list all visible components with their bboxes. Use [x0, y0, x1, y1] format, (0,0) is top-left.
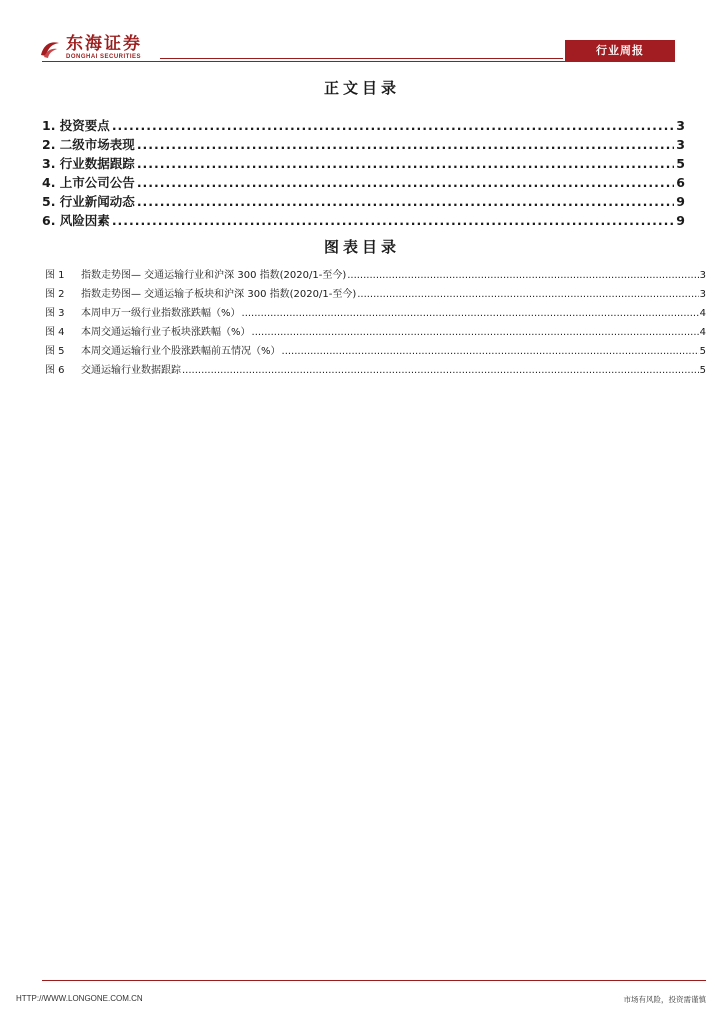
toc-item-label: 6. 风险因素	[42, 213, 110, 228]
figure-page: 5	[699, 365, 706, 376]
figures-title: 图表目录	[323, 238, 400, 256]
figure-label: 本周交通运输行业子板块涨跌幅（%）	[81, 327, 251, 338]
figure-item[interactable]	[45, 266, 706, 285]
figure-label: 指数走势图— 交通运输子板块和沪深 300 指数(2020/1-至今)	[81, 289, 357, 300]
toc-item-page: 6	[676, 175, 685, 190]
toc-item[interactable]	[42, 173, 685, 192]
footer-website-link[interactable]: HTTP://WWW.LONGONE.COM.CN	[16, 994, 143, 1003]
company-logo	[38, 36, 142, 61]
report-type-badge: 行业周报	[565, 40, 675, 62]
figures-list	[45, 266, 706, 380]
dot-leader	[137, 175, 674, 190]
figure-label: 指数走势图— 交通运输行业和沪深 300 指数(2020/1-至今)	[81, 270, 347, 281]
figure-number: 图 2	[45, 289, 65, 300]
figure-label: 本周交通运输行业个股涨跌幅前五情况（%）	[81, 346, 281, 357]
toc-item-label: 4. 上市公司公告	[42, 175, 135, 190]
figure-item[interactable]	[45, 323, 706, 342]
dot-leader	[137, 137, 674, 152]
dot-leader	[282, 346, 699, 357]
dot-leader	[357, 289, 698, 300]
dot-leader	[347, 270, 698, 281]
toc-item-page: 9	[676, 213, 685, 228]
toc-item-label: 1. 投资要点	[42, 118, 110, 133]
figure-page: 4	[699, 308, 706, 319]
dot-leader	[252, 327, 699, 338]
dot-leader	[137, 194, 674, 209]
dot-leader	[112, 213, 674, 228]
toc-item-page: 9	[676, 194, 685, 209]
toc-item-label: 3. 行业数据跟踪	[42, 156, 135, 171]
toc-item[interactable]	[42, 154, 685, 173]
figure-label: 本周申万一级行业指数涨跌幅（%）	[81, 308, 241, 319]
toc-item-page: 3	[676, 137, 685, 152]
logo-english-name: DONGHAI SECURITIES	[66, 54, 142, 60]
figure-label: 交通运输行业数据跟踪	[81, 365, 181, 376]
toc-title: 正文目录	[323, 79, 400, 97]
toc-item[interactable]	[42, 211, 685, 230]
figure-page: 3	[699, 270, 706, 281]
toc-item-page: 5	[676, 156, 685, 171]
figure-page: 4	[699, 327, 706, 338]
figure-page: 5	[699, 346, 706, 357]
figure-item[interactable]	[45, 361, 706, 380]
figure-number: 图 4	[45, 327, 65, 338]
figure-number: 图 1	[45, 270, 65, 281]
logo-chinese-name: 东海证券	[66, 34, 142, 54]
figure-number: 图 5	[45, 346, 65, 357]
figure-item[interactable]	[45, 285, 706, 304]
donghai-logo-icon	[38, 37, 62, 61]
toc-list	[42, 116, 685, 230]
footer-risk-disclaimer: 市场有风险，投资需谨慎	[623, 995, 706, 1004]
dot-leader	[137, 156, 674, 171]
toc-item[interactable]	[42, 116, 685, 135]
figure-number: 图 6	[45, 365, 65, 376]
figure-item[interactable]	[45, 304, 706, 323]
toc-item[interactable]	[42, 135, 685, 154]
toc-item-label: 2. 二级市场表现	[42, 137, 135, 152]
page-header	[0, 0, 724, 64]
dot-leader	[242, 308, 699, 319]
footer-divider	[42, 980, 706, 981]
dot-leader	[182, 365, 699, 376]
toc-item-label: 5. 行业新闻动态	[42, 194, 135, 209]
figure-page: 3	[699, 289, 706, 300]
figure-item[interactable]	[45, 342, 706, 361]
dot-leader	[112, 118, 674, 133]
toc-item-page: 3	[676, 118, 685, 133]
figure-number: 图 3	[45, 308, 65, 319]
toc-item[interactable]	[42, 192, 685, 211]
header-divider	[160, 58, 563, 59]
